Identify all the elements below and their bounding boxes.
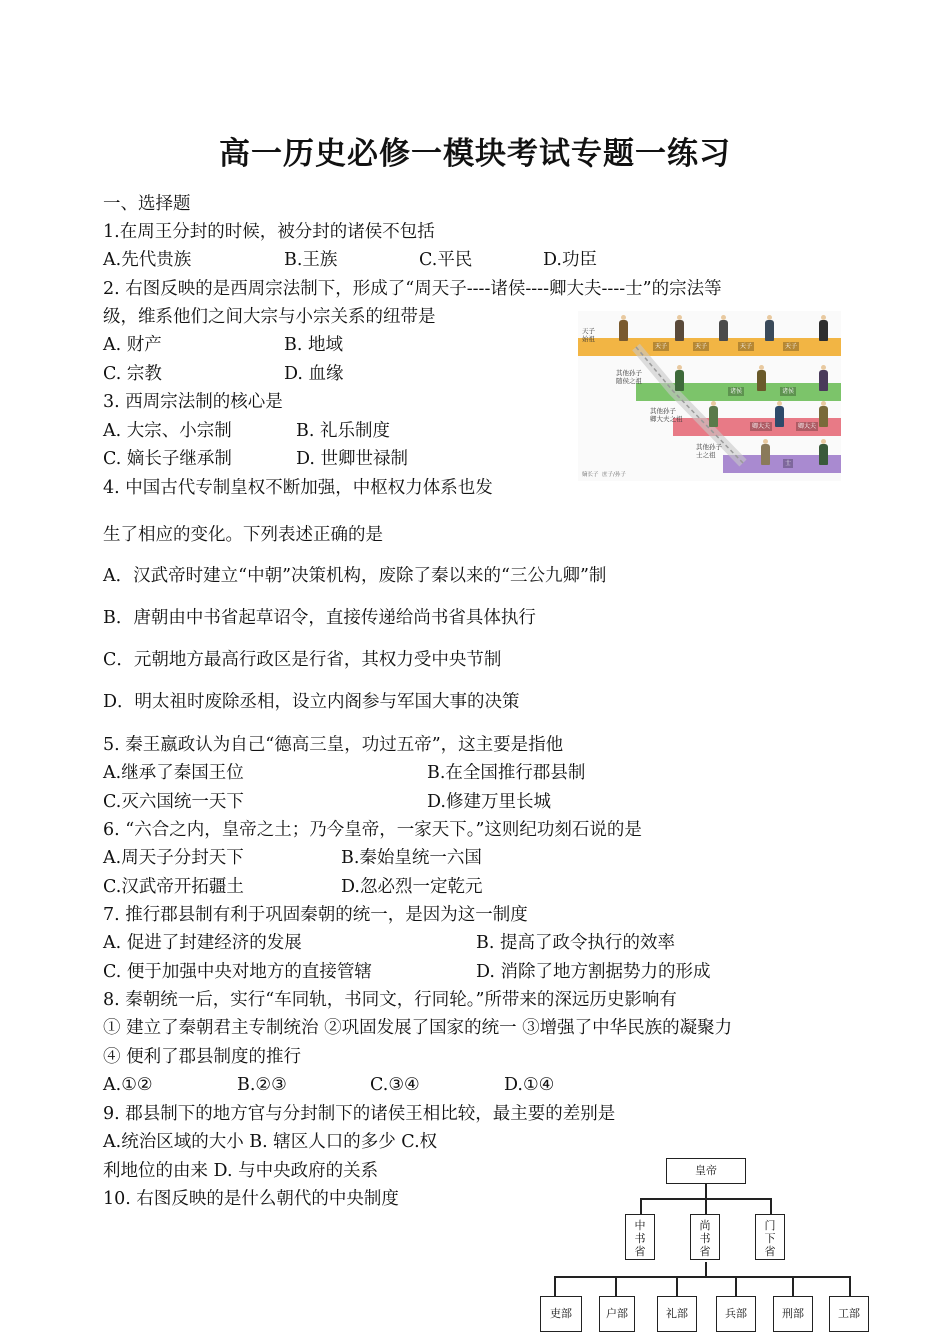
question-8-items-line1: ① 建立了秦朝君主专制统治 ②巩固发展了国家的统一 ③增强了中华民族的凝聚力 [103, 1018, 733, 1038]
question-4-option-d: D．明太祖时废除丞相，设立内阁参与军国大事的决策 [103, 692, 520, 712]
question-5-stem: 5. 秦王嬴政认为自己“德高三皇，功过五帝”，这主要是指他 [103, 735, 564, 755]
scholar-figure [760, 439, 770, 465]
question-6-option-b: B.秦始皇统一六国 [341, 848, 482, 868]
question-8-option-c: C.③④ [370, 1075, 420, 1095]
question-5-option-c: C.灭六国统一天下 [103, 792, 244, 812]
minister-figure [774, 401, 784, 427]
emperor-figure [718, 315, 728, 341]
ministry-rites-box: 礼部 [657, 1296, 697, 1332]
question-3-stem: 3. 西周宗法制的核心是 [103, 392, 283, 412]
ministry-works-box: 工部 [829, 1296, 869, 1332]
band-label-qingdafu: 其他孙子 卿大夫之祖 [650, 407, 683, 423]
menxiasheng-box [755, 1214, 785, 1260]
page-title: 高一历史必修一模块考试专题一练习 [219, 136, 731, 172]
node-tianzi-3: 天子 [740, 343, 753, 350]
lord-figure [756, 365, 766, 391]
ancestor-figure [618, 315, 628, 341]
node-qingdafu-1: 卿大夫 [752, 423, 771, 430]
emperor-figure [818, 315, 828, 341]
node-zhuhou-1: 诸侯 [730, 388, 743, 395]
ministry-revenue-box: 户部 [599, 1296, 635, 1332]
node-zhuhou-2: 诸侯 [782, 388, 795, 395]
node-shi-1: 士 [785, 460, 792, 467]
question-3-option-b: B. 礼乐制度 [296, 421, 390, 441]
question-4-option-a: A．汉武帝时建立“中朝”决策机构，废除了秦以来的“三公九卿”制 [103, 566, 607, 586]
shangshusheng-label: 尚书省 [699, 1219, 711, 1258]
ministry-justice-box: 刑部 [773, 1296, 813, 1332]
question-6-option-d: D.忽必烈一定乾元 [341, 877, 483, 897]
ministry-war-box: 兵部 [716, 1296, 756, 1332]
emperor-figure [674, 315, 684, 341]
question-2-option-c: C. 宗教 [103, 364, 162, 384]
shangshusheng-box [690, 1214, 720, 1260]
question-8-stem: 8. 秦朝统一后，实行“车同轨，书同文，行同轮。”所带来的深远历史影响有 [103, 990, 677, 1010]
question-7-option-b: B. 提高了政令执行的效率 [476, 933, 675, 953]
question-3-option-d: D. 世卿世禄制 [296, 449, 409, 469]
emperor-box: 皇帝 [666, 1158, 746, 1184]
node-qingdafu-2: 卿大夫 [798, 423, 817, 430]
question-4-option-c: C．元朝地方最高行政区是行省，其权力受中央节制 [103, 650, 502, 670]
zhongshusheng-label: 中书省 [634, 1219, 646, 1258]
question-9-options-line1: A.统治区域的大小 B. 辖区人口的多少 C.权 [103, 1132, 438, 1152]
ministry-personnel-box: 吏部 [540, 1296, 582, 1332]
question-6-option-c: C.汉武帝开拓疆土 [103, 877, 244, 897]
band-label-tianzi: 天子 始祖 [582, 327, 595, 343]
question-4-stem-line1: 4. 中国古代专制皇权不断加强，中枢权力体系也发 [103, 478, 493, 498]
zhongshusheng-box [625, 1214, 655, 1260]
question-8-items-line2: ④ 便利了郡县制度的推行 [103, 1047, 302, 1067]
minister-figure [708, 401, 718, 427]
question-7-option-d: D. 消除了地方割据势力的形成 [476, 962, 711, 982]
question-7-option-a: A. 促进了封建经济的发展 [103, 933, 302, 953]
question-8-option-a: A.①② [103, 1075, 153, 1095]
question-4-option-b: B．唐朝由中书省起草诏令，直接传递给尚书省具体执行 [103, 608, 536, 628]
question-5-option-b: B.在全国推行郡县制 [427, 763, 586, 783]
question-2-option-b: B. 地域 [284, 335, 343, 355]
question-3-option-c: C. 嫡长子继承制 [103, 449, 232, 469]
lord-figure [818, 365, 828, 391]
question-4-stem-line2: 生了相应的变化。下列表述正确的是 [103, 525, 383, 545]
minister-figure [818, 401, 828, 427]
question-5-option-a: A.继承了秦国王位 [103, 763, 244, 783]
figure-legend: 嫡长子 庶子/孙子 [582, 472, 626, 478]
node-tianzi-1: 天子 [655, 343, 668, 350]
zongfa-hierarchy-figure [578, 311, 841, 481]
question-3-option-a: A. 大宗、小宗制 [103, 421, 232, 441]
question-1-option-d: D.功臣 [543, 250, 597, 270]
question-2-stem-line2: 级，维系他们之间大宗与小宗关系的纽带是 [103, 307, 436, 327]
question-7-stem: 7. 推行郡县制有利于巩固秦朝的统一，是因为这一制度 [103, 905, 528, 925]
question-10-stem: 10. 右图反映的是什么朝代的中央制度 [103, 1189, 399, 1209]
question-6-option-a: A.周天子分封天下 [103, 848, 244, 868]
question-1-option-a: A.先代贵族 [103, 250, 192, 270]
node-tianzi-4: 天子 [785, 343, 798, 350]
band-label-zhuhou: 其他孙子 随侯之祖 [616, 369, 642, 385]
lord-figure [674, 365, 684, 391]
question-5-option-d: D.修建万里长城 [427, 792, 551, 812]
band-label-shi: 其他孙子 士之祖 [696, 443, 722, 459]
question-6-stem: 6. “六合之内，皇帝之土；乃今皇帝，一家天下。”这则纪功刻石说的是 [103, 820, 642, 840]
question-1-option-b: B.王族 [284, 250, 338, 270]
question-1-option-c: C.平民 [419, 250, 473, 270]
question-8-option-d: D.①④ [504, 1075, 555, 1095]
question-2-stem-line1: 2. 右图反映的是西周宗法制下，形成了“周天子----诸侯----卿大夫----士”的宗法等 [103, 279, 722, 299]
question-1-stem: 1.在周王分封的时候，被分封的诸侯不包括 [103, 222, 435, 242]
node-tianzi-2: 天子 [695, 343, 708, 350]
question-8-option-b: B.②③ [237, 1075, 287, 1095]
emperor-figure [764, 315, 774, 341]
menxiasheng-label: 门下省 [764, 1219, 776, 1258]
question-2-option-d: D. 血缘 [284, 364, 344, 384]
question-7-option-c: C. 便于加强中央对地方的直接管辖 [103, 962, 372, 982]
question-9-options-line2: 利地位的由来 D. 与中央政府的关系 [103, 1161, 379, 1181]
question-2-option-a: A. 财产 [103, 335, 162, 355]
question-9-stem: 9. 郡县制下的地方官与分封制下的诸侯王相比较，最主要的差别是 [103, 1104, 616, 1124]
section-heading: 一、选择题 [103, 194, 191, 214]
scholar-figure [818, 439, 828, 465]
